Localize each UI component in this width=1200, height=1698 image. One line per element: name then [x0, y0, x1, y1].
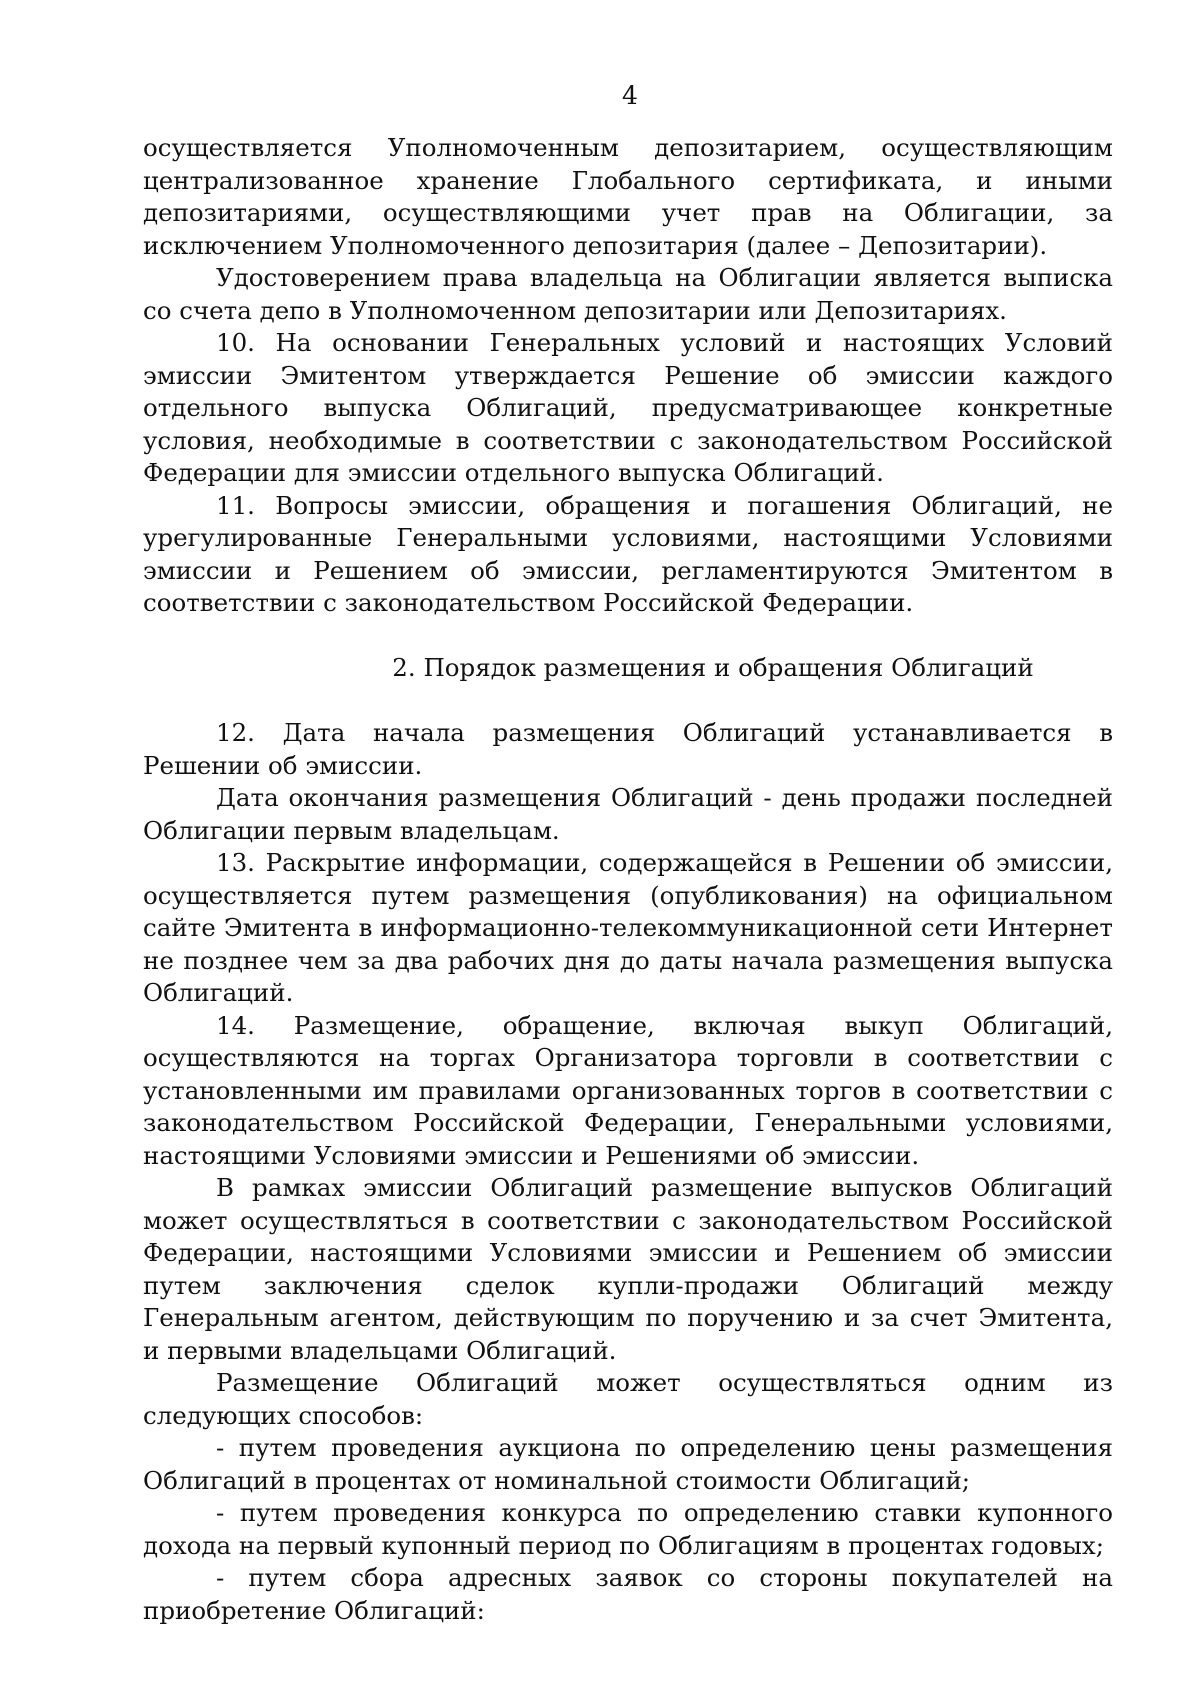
- paragraph-placement-end: Дата окончания размещения Облигаций - день продажи последней Облигации первым владельцам.: [143, 783, 1113, 845]
- paragraph-placement-deals: В рамках эмиссии Облигаций размещение выпусков Облигаций может осуществляться в соответствии с законодательством Российской Федерации, настоящими Условиями эмиссии и Решением об эмиссии путем заключения сделок купли-продажи Облигаций между Генеральным агентом, действующим по поручению и за счет Эмитента, и первыми владельцами Облигаций.: [143, 1173, 1113, 1365]
- paragraph-ownership-proof: Удостоверением права владельца на Облигации является выписка со счета депо в Уполномоченном депозитарии или Депозитариях.: [143, 263, 1113, 325]
- paragraph-item-11: 11. Вопросы эмиссии, обращения и погашения Облигаций, не урегулированные Генеральными условиями, настоящими Условиями эмиссии и Решением об эмиссии, регламентируются Эмитентом в соответствии с законодательством Российской Федерации.: [143, 490, 1113, 617]
- paragraph-item-12: 12. Дата начала размещения Облигаций устанавливается в Решении об эмиссии.: [143, 718, 1113, 780]
- section-heading: 2. Порядок размещения и обращения Облигаций: [392, 652, 1034, 682]
- list-item-auction: - путем проведения аукциона по определению цены размещения Облигаций в процентах от номинальной стоимости Облигаций;: [143, 1433, 1113, 1495]
- paragraph-item-14: 14. Размещение, обращение, включая выкуп Облигаций, осуществляются на торгах Организатора торговли в соответствии с установленными им правилами организованных торгов в соответствии с законодательством Российской Федерации, Генеральными условиями, настоящими Условиями эмиссии и Решениями об эмиссии.: [143, 1010, 1113, 1170]
- paragraph-placement-methods: Размещение Облигаций может осуществляться одним из следующих способов:: [143, 1368, 1113, 1430]
- list-item-book-building: - путем сбора адресных заявок со стороны покупателей на приобретение Облигаций:: [143, 1563, 1113, 1625]
- paragraph-item-10: 10. На основании Генеральных условий и настоящих Условий эмиссии Эмитентом утверждается Решение об эмиссии каждого отдельного выпуска Облигаций, предусматривающее конкретные условия, необходимые в соответствии с законодательством Российской Федерации для эмиссии отдельного выпуска Облигаций.: [143, 328, 1113, 487]
- section-gap-bottom: [143, 684, 1113, 717]
- list-item-tender: - путем проведения конкурса по определению ставки купонного дохода на первый купонный период по Облигациям в процентах годовых;: [143, 1498, 1113, 1560]
- paragraph-item-13: 13. Раскрытие информации, содержащейся в Решении об эмиссии, осуществляется путем размещения (опубликования) на официальном сайте Эмитента в информационно-телекоммуникационной сети Интернет не позднее чем за два рабочих дня до даты начала размещения выпуска Облигаций.: [143, 848, 1113, 1007]
- document-body: [143, 132, 1113, 1627]
- section-gap-top: [143, 620, 1113, 652]
- paragraph-depositaries: осуществляется Уполномоченным депозитарием, осуществляющим централизованное хранение Глобального сертификата, и иными депозитариями, осуществляющими учет прав на Облигации, за исключением Уполномоченного депозитария (далее – Депозитарии).: [143, 133, 1113, 260]
- page-number: 4: [622, 81, 638, 110]
